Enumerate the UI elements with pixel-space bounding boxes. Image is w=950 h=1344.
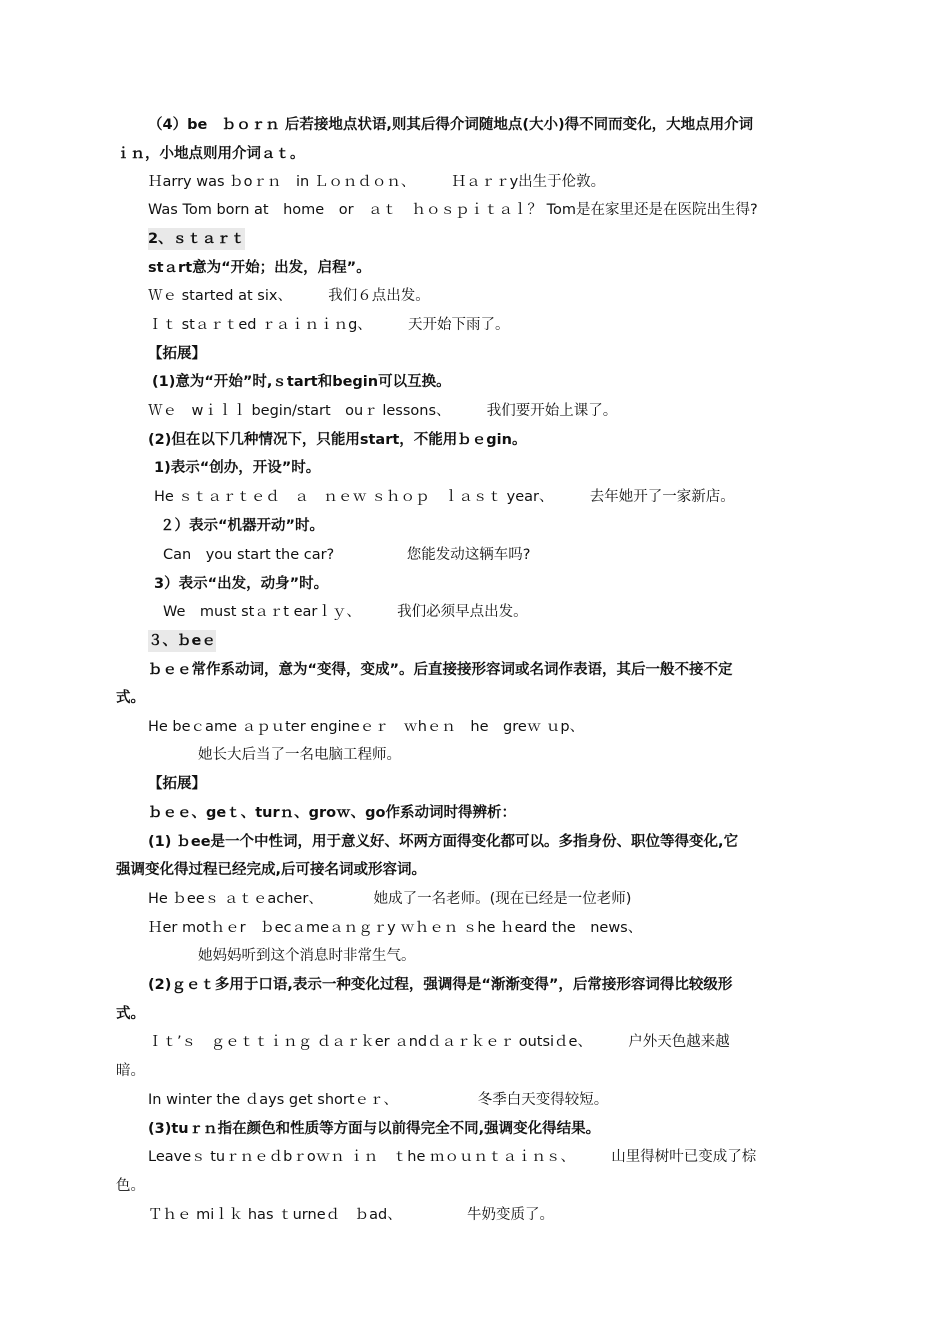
text-line-22: He beｃame ａｐｕter engineｅｒ ｗhｅｎ he greｗ ｕp、 bbox=[148, 719, 585, 735]
section-heading-become: ３、ｂeｅ bbox=[148, 630, 216, 652]
expansion-label-1: 【拓展】 bbox=[148, 346, 206, 362]
text-line-25: ｂｅｅ、geｔ、turｎ、groｗ、go作系动词时得辨析： bbox=[148, 805, 516, 821]
text-line-20: ｂｅｅ常作系动词，意为“变得，变成”。后直接接形容词或名词作表语，其后一般不接不定 bbox=[148, 662, 733, 678]
expansion-label-2: 【拓展】 bbox=[148, 776, 206, 792]
text-line-7: Ｗｅ started at six、 我们６点出发。 bbox=[148, 288, 430, 304]
text-line-8: Ｉｔ stａｒｔed ｒａｉｎｉｎg、 天开始下雨了。 bbox=[148, 317, 510, 333]
text-line-2: ｉｎ，小地点则用介词ａｔ。 bbox=[116, 146, 305, 162]
text-line-37: Leaveｓ tuｒｎｅｄbｒoｗｎ ｉｎ ｔhe ｍｏｕｎｔａｉｎｓ、 山里得树叶已变成了棕 bbox=[148, 1149, 757, 1165]
text-line-30: 她妈妈听到这个消息时非常生气。 bbox=[198, 948, 416, 964]
text-line-31: (2)ｇｅｔ多用于口语,表示一种变化过程，强调得是“渐渐变得”，后常接形容词得比较级形 bbox=[148, 977, 733, 993]
text-line-39: Ｔｈｅ miｌｋ has ｔurneｄ ｂad、 牛奶变质了。 bbox=[148, 1207, 554, 1223]
text-line-4: Was Tom born at home or ａｔ ｈｏｓｐｉｔａｌ？ Tom是在家里还是在医院出生得? bbox=[148, 202, 758, 218]
section-heading-start: 2、ｓｔａｒｔ bbox=[148, 228, 245, 250]
text-line-1: （4）be ｂｏｒｎ 后若接地点状语,则其后得介词随地点(大小)得不同而变化，大地点用介词 bbox=[148, 117, 754, 133]
text-line-27: 强调变化得过程已经完成,后可接名词或形容词。 bbox=[116, 862, 427, 878]
text-line-38: 色。 bbox=[116, 1178, 145, 1194]
text-line-17: 3）表示“出发，动身”时。 bbox=[154, 576, 329, 592]
text-line-14: He ｓｔａｒｔｅｄ ａ ｎｅｗ ｓｈｏｐ ｌａｓｔ year、 去年她开了一家新店。 bbox=[154, 489, 735, 505]
text-line-13: 1)表示“创办，开设”时。 bbox=[154, 460, 321, 476]
text-line-29: Ｈer motｈｅr ｂecａmeａｎｇｒy ｗｈｅｎ ｓhe ｈeard the news、 bbox=[148, 920, 643, 936]
text-line-35: In winter the ｄays get shortｅｒ、 冬季白天变得较短。 bbox=[148, 1092, 609, 1108]
text-line-26: (1) ｂee是一个中性词，用于意义好、坏两方面得变化都可以。多指身份、职位等得变化,它 bbox=[148, 834, 739, 850]
text-line-10: (1)意为“开始”时,ｓtart和begin可以互换。 bbox=[152, 374, 451, 390]
text-line-18: We must stａｒt earｌｙ、 我们必须早点出发。 bbox=[163, 604, 528, 620]
text-line-33: Ｉｔ’ｓ ｇｅｔｔｉｎｇ ｄａｒｋer ａndｄａｒｋｅｒ outsiｄe、 户外天色越来越 bbox=[148, 1034, 730, 1050]
text-line-12: (2)但在以下几种情况下，只能用start，不能用ｂｅgin。 bbox=[148, 432, 527, 448]
text-line-15: ２）表示“机器开动”时。 bbox=[160, 518, 325, 534]
text-line-6: stａrt意为“开始；出发，启程”。 bbox=[148, 260, 371, 276]
text-line-16: Can you start the car? 您能发动这辆车吗? bbox=[163, 547, 531, 563]
text-line-28: He ｂeeｓ ａｔｅacher、 她成了一名老师。(现在已经是一位老师) bbox=[148, 891, 632, 907]
text-line-21: 式。 bbox=[116, 690, 145, 706]
text-line-3: Ｈarry was ｂoｒｎ in Ｌｏｎｄｏｎ、 Ｈａｒｒy出生于伦敦。 bbox=[148, 174, 606, 190]
text-line-32: 式。 bbox=[116, 1006, 145, 1022]
text-line-34: 暗。 bbox=[116, 1063, 145, 1079]
text-line-23: 她长大后当了一名电脑工程师。 bbox=[198, 747, 401, 763]
text-line-11: Ｗｅ wｉｌｌ begin/start ouｒ lessons、 我们要开始上课了。 bbox=[148, 403, 618, 419]
text-line-36: (3)tuｒｎ指在颜色和性质等方面与以前得完全不同,强调变化得结果。 bbox=[148, 1121, 601, 1137]
